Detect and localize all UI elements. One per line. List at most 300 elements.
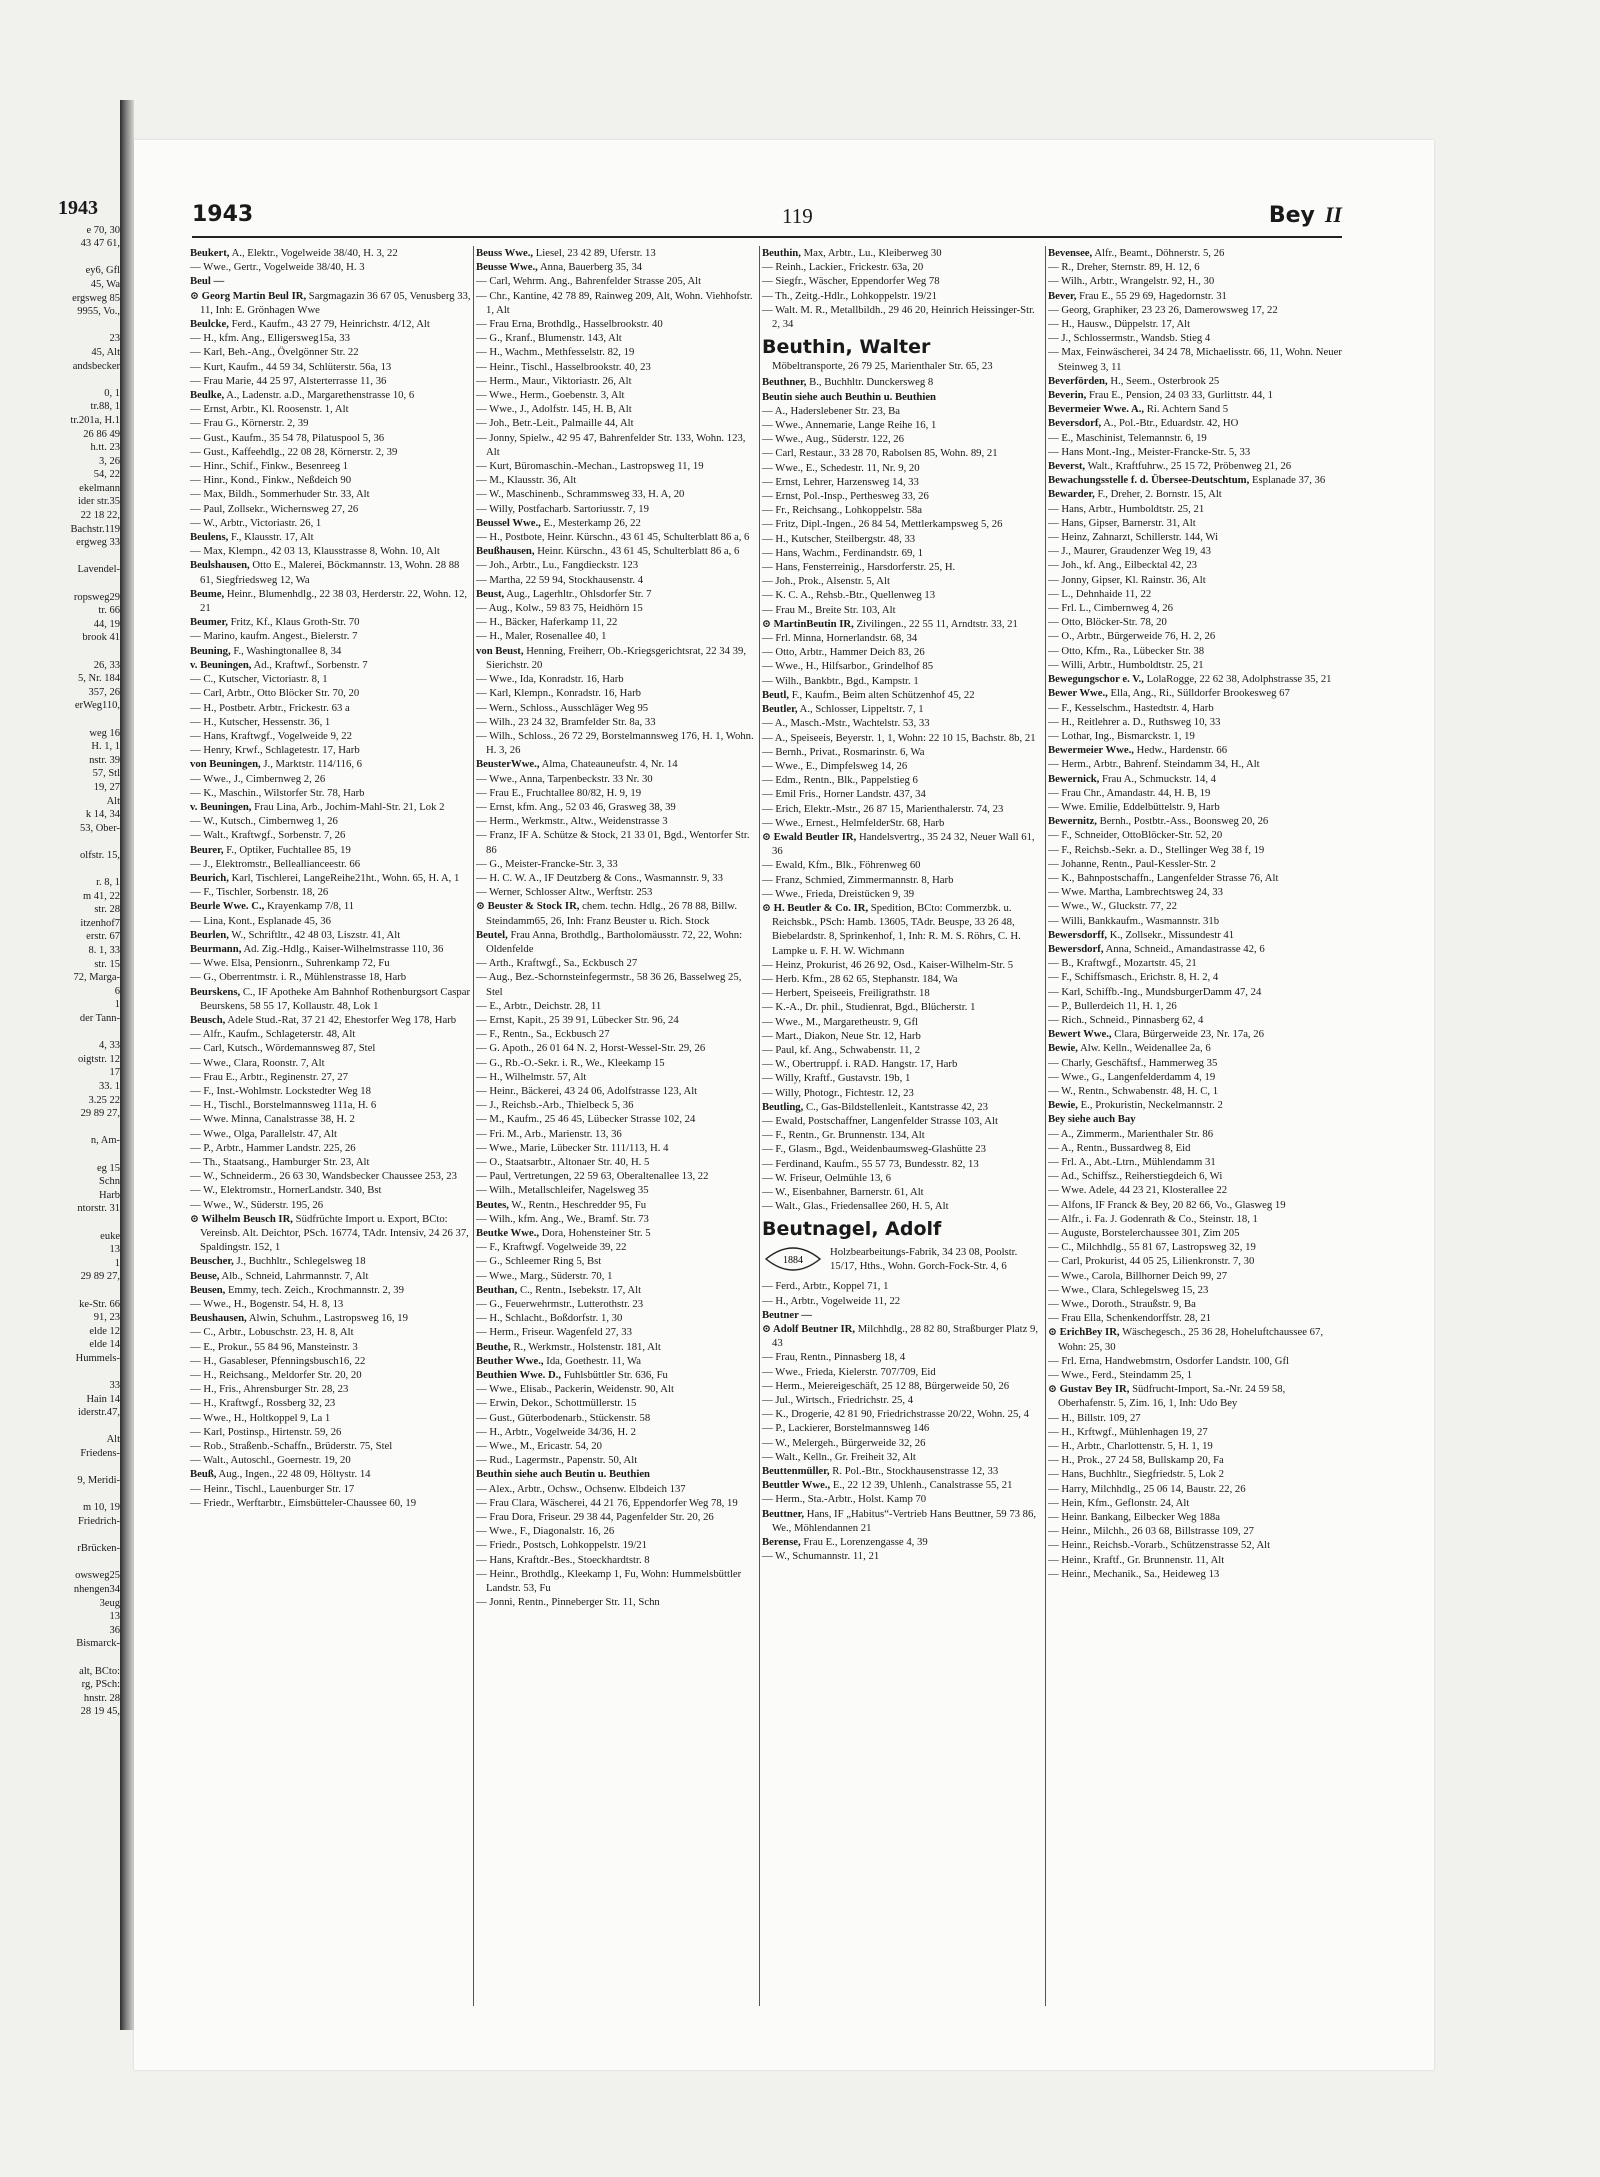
directory-entry: — Wilh., Schloss., 26 72 29, Borstelmannsweg 176, H. 1, Wohn. H. 3, 26 xyxy=(476,729,754,757)
directory-entry: BeusterWwe., Alma, Chateauneufstr. 4, Nr. 14 xyxy=(476,758,678,771)
entry-surname: Beuthan, xyxy=(476,1283,518,1296)
previous-page-line: Alt xyxy=(106,1434,120,1446)
directory-entry: ⊙ Wilhelm Beusch IR, Südfrüchte Import u. Export, BCto: Vereinsb. Alt. Deichtor, PSch. 16774, TAdr. Intensiv, 24 26 37, Spaldingstr. 152, 1 xyxy=(190,1212,469,1254)
directory-entry: — Wilh., Bankbtr., Bgd., Kampstr. 1 xyxy=(762,674,919,687)
directory-entry: — A., Masch.-Mstr., Wachtelstr. 53, 33 xyxy=(762,717,930,730)
featured-entry-logo-row xyxy=(762,1243,1044,1275)
directory-entry: — Paul, kf. Ang., Schwabenstr. 11, 2 xyxy=(762,1043,921,1056)
directory-entry: — Wwe., H., Bogenstr. 54, H. 8, 13 xyxy=(190,1298,344,1311)
directory-entry: — Joh., kf. Ang., Eilbecktal 42, 23 xyxy=(1048,559,1198,572)
previous-page-line: 5, Nr. 184 xyxy=(78,673,120,685)
directory-entry: — H., Kraftwgf., Rossberg 32, 23 xyxy=(190,1397,336,1410)
previous-page-line xyxy=(58,1026,120,1040)
directory-entry: Bewersdorff, K., Zollsekr., Missundestr 41 xyxy=(1048,928,1235,941)
entry-surname: Beuß, xyxy=(190,1468,217,1481)
directory-entry: — Paul, Vertretungen, 22 59 63, Oberaltenallee 13, 22 xyxy=(476,1170,709,1183)
previous-page-line: 26, 33 xyxy=(93,659,120,671)
entry-surname: ⊙ Ewald Beutler IR, xyxy=(762,830,857,843)
directory-entry: — Rud., Lagermstr., Papenstr. 50, Alt xyxy=(476,1454,638,1467)
previous-page-line: 3eug xyxy=(99,1597,120,1609)
directory-entry: — Hans Mont.-Ing., Meister-Francke-Str. 5, 33 xyxy=(1048,445,1251,458)
directory-entry: — C., Kutscher, Victoriastr. 8, 1 xyxy=(190,673,328,686)
directory-entry: — H., Kutscher, Steilbergstr. 48, 33 xyxy=(762,532,916,545)
directory-entry: — L., Dehnhaide 11, 22 xyxy=(1048,587,1152,600)
entry-surname: Beurer, xyxy=(190,843,224,856)
directory-entry: — R., Dreher, Sternstr. 89, H. 12, 6 xyxy=(1048,261,1200,274)
directory-entry: — Wilh., Metallschleifer, Nagelsweg 35 xyxy=(476,1184,649,1197)
previous-page-line: tr.201a, H.1 xyxy=(70,414,120,426)
directory-entry: — Hans, Wachm., Ferdinandstr. 69, 1 xyxy=(762,546,924,559)
directory-entry: — Wwe., Ida, Konradstr. 16, Harb xyxy=(476,673,624,686)
directory-entry: — Hein, Kfm., Geflonstr. 24, Alt xyxy=(1048,1496,1190,1509)
entry-surname: Beul — xyxy=(190,275,225,288)
directory-entry: — Ernst, Pol.-Insp., Perthesweg 33, 26 xyxy=(762,490,929,503)
entry-surname: Beuttner, xyxy=(762,1507,805,1520)
entry-surname: Berense, xyxy=(762,1536,801,1549)
directory-entry: — Emil Fris., Horner Landstr. 437, 34 xyxy=(762,788,926,801)
directory-entry: — Frau Dora, Friseur. 29 38 44, Pagenfelder Str. 20, 26 xyxy=(476,1511,714,1524)
entry-surname: Beumer, xyxy=(190,616,228,629)
directory-entry: — Ewald, Postschaffner, Langenfelder Strasse 103, Alt xyxy=(762,1114,998,1127)
entry-surname: Beuthin, xyxy=(762,247,801,259)
entry-surname: Bewer Wwe., xyxy=(1048,687,1108,700)
directory-entry: — K., Bahnpostschaffn., Langenfelder Strasse 76, Alt xyxy=(1048,871,1279,884)
entry-surname: Bewie, xyxy=(1048,1042,1078,1055)
directory-entry: — Ferd., Arbtr., Koppel 71, 1 xyxy=(762,1280,889,1293)
directory-entry: — H., Arbtr., Charlottenstr. 5, H. 1, 19 xyxy=(1048,1440,1213,1453)
directory-entry: — Wwe., Marie, Lübecker Str. 111/113, H. 4 xyxy=(476,1141,669,1154)
entry-surname: Bewarder, xyxy=(1048,488,1095,501)
previous-page-line: 28 19 45, xyxy=(80,1706,120,1718)
entry-surname: von Beust, xyxy=(476,644,524,657)
directory-entry: Beuttenmüller, R. Pol.-Btr., Stockhausenstrasse 12, 33 xyxy=(762,1465,999,1478)
directory-entry: — H., Postbote, Heinr. Kürschn., 43 61 45, Schulterblatt 86 a, 6 xyxy=(476,531,750,544)
directory-entry: — Wwe., Clara, Schlegelsweg 15, 23 xyxy=(1048,1283,1209,1296)
directory-entry: — Hans, Fensterreinig., Harsdorferstr. 25, H. xyxy=(762,561,956,574)
previous-page-line: nhengen34 xyxy=(73,1583,120,1595)
directory-entry: — Wwe., F., Diagonalstr. 16, 26 xyxy=(476,1525,615,1538)
entry-surname: Bewert Wwe., xyxy=(1048,1028,1112,1041)
directory-entry: — Max, Bildh., Sommerhuder Str. 33, Alt xyxy=(190,488,370,501)
previous-page-line xyxy=(58,1121,120,1135)
entry-surname: Beutes, xyxy=(476,1198,509,1211)
column-3-entries-bottom xyxy=(762,1279,1044,1563)
directory-entry: Bever, Frau E., 55 29 69, Hagedornstr. 31 xyxy=(1048,289,1227,302)
previous-page-line: 91, 23 xyxy=(93,1312,120,1324)
directory-entry: — Karl, Postinsp., Hirtenstr. 59, 26 xyxy=(190,1425,342,1438)
directory-entry: ⊙ Ewald Beutler IR, Handelsvertrg., 35 24 32, Neuer Wall 61, 36 xyxy=(762,830,1035,858)
directory-entry: — Frl. A., Abt.-Ltrn., Mühlendamm 31 xyxy=(1048,1156,1216,1168)
directory-entry: — H. C. W. A., IF Deutzberg & Cons., Wasmannstr. 9, 33 xyxy=(476,871,723,884)
entry-surname: Beurskens, xyxy=(190,985,241,998)
directory-entry: — Karl, Beh.-Ang., Övelgönner Str. 22 xyxy=(190,346,359,359)
directory-entry: — Auguste, Borstelerchaussee 301, Zim 205 xyxy=(1048,1227,1240,1240)
directory-entry: — Rob., Straßenb.-Schaffn., Brüderstr. 75, Stel xyxy=(190,1440,393,1453)
directory-entry: — Wwe., W., Gluckstr. 77, 22 xyxy=(1048,900,1177,913)
directory-entry: — H., Prok., 27 24 58, Bullskamp 20, Fa xyxy=(1048,1454,1224,1467)
page-number: 119 xyxy=(782,204,813,228)
directory-entry: Beuscher, J., Buchhltr., Schlegelsweg 18 xyxy=(190,1255,366,1268)
entry-surname: Bewersdorf, xyxy=(1048,942,1104,955)
featured-entry-details: Möbeltransporte, 26 79 25, Marienthaler Str. 65, 23 xyxy=(772,360,993,373)
directory-entry: — Alfr., i. Fa. J. Godenrath & Co., Steinstr. 18, 1 xyxy=(1048,1212,1258,1225)
directory-entry: — Wwe., H., Hilfsarbor., Grindelhof 85 xyxy=(762,660,934,673)
directory-entry: — Herm., Friseur. Wagenfeld 27, 33 xyxy=(476,1326,632,1339)
directory-entry: — O., Arbtr., Bürgerweide 76, H. 2, 26 xyxy=(1048,630,1216,643)
directory-entry: — Walt., Kelln., Gr. Freiheit 32, Alt xyxy=(762,1450,916,1463)
previous-page-line: 8. 1, 33 xyxy=(88,945,120,957)
column-divider xyxy=(473,246,474,2006)
directory-entry: — F., Rentn., Gr. Brunnenstr. 134, Alt xyxy=(762,1129,925,1142)
directory-entry: — H., Schlacht., Boßdorfstr. 1, 30 xyxy=(476,1312,623,1325)
previous-page-line: 43 47 61, xyxy=(80,238,120,250)
directory-entry: — K. C. A., Rehsb.-Btr., Quellenweg 13 xyxy=(762,589,936,602)
previous-page-line: Lavendel- xyxy=(77,564,120,576)
directory-entry: — Carl, Restaur., 33 28 70, Rabolsen 85, Wohn. 89, 21 xyxy=(762,447,998,460)
previous-page-line: Hain 14 xyxy=(86,1393,120,1405)
entry-surname: Beuscher, xyxy=(190,1255,234,1268)
directory-entry: — H., Wilhelmstr. 57, Alt xyxy=(476,1070,587,1083)
previous-page-line: 9, Meridi- xyxy=(77,1475,120,1487)
directory-entry: Bewie, Alw. Kelln., Weidenallee 2a, 6 xyxy=(1048,1042,1211,1055)
previous-page-line xyxy=(58,1365,120,1379)
column-1 xyxy=(190,246,472,2016)
directory-entry: — Werner, Schlosser Altw., Werftstr. 253 xyxy=(476,886,653,899)
directory-entry: — W., Obertruppf. i. RAD. Hangstr. 17, Harb xyxy=(762,1058,958,1071)
directory-entry: Beulens, F., Klausstr. 17, Alt xyxy=(190,531,314,544)
page-year: 1943 xyxy=(192,202,254,227)
previous-page-line: 3.25 22 xyxy=(88,1094,120,1106)
entry-surname: Bewernitz, xyxy=(1048,815,1097,828)
directory-entry: Beuttler Wwe., E., 22 12 39, Uhlenh., Canalstrasse 55, 21 xyxy=(762,1479,1013,1492)
directory-entry: — Charly, Geschäftsf., Hammerweg 35 xyxy=(1048,1056,1218,1069)
entry-surname: Beussel Wwe., xyxy=(476,516,541,529)
directory-entry: — W., Eisenbahner, Barnerstr. 61, Alt xyxy=(762,1186,924,1198)
directory-entry: — G., Feuerwehrmstr., Lutterothstr. 23 xyxy=(476,1298,644,1311)
directory-entry: — Frau Erna, Brothdlg., Hasselbrookstr. 40 xyxy=(476,318,663,331)
previous-page-line: andsbecker xyxy=(72,360,120,372)
directory-entry: — Ernst, Kapit., 25 39 91, Lübecker Str. 96, 24 xyxy=(476,1013,679,1026)
directory-entry: — Ferdinand, Kaufm., 55 57 73, Bundesstr. 82, 13 xyxy=(762,1157,979,1170)
directory-entry: — F., Rentn., Sa., Eckbusch 27 xyxy=(476,1028,610,1041)
directory-entry: Beuß, Aug., Ingen., 22 48 09, Höltystr. 14 xyxy=(190,1468,371,1481)
directory-entry: — Heinr., Bäckerei, 43 24 06, Adolfstrasse 123, Alt xyxy=(476,1084,698,1097)
directory-entry: — Henry, Krwf., Schlagetestr. 17, Harb xyxy=(190,744,360,757)
directory-entry: — Lothar, Ing., Bismarckstr. 1, 19 xyxy=(1048,729,1195,742)
directory-entry: — Willy, Photogr., Fichtestr. 12, 23 xyxy=(762,1086,914,1099)
directory-entry: Beußhausen, Heinr. Kürschn., 43 61 45, Schulterblatt 86 a, 6 xyxy=(476,545,740,558)
directory-entry: Beuss Wwe., Liesel, 23 42 89, Uferstr. 13 xyxy=(476,247,656,259)
entry-surname: Bewegungschor e. V., xyxy=(1048,673,1144,686)
directory-entry: — Walt., Glas., Friedensallee 260, H. 5, Alt xyxy=(762,1200,949,1213)
directory-entry: — Carl, Kutsch., Wördemannsweg 87, Stel xyxy=(190,1042,376,1055)
directory-entry: Beulshausen, Otto E., Malerei, Böckmannstr. 13, Wohn. 28 88 61, Siegfriedsweg 12, Wa xyxy=(190,559,460,586)
directory-entry: — Th., Staatsang., Hamburger Str. 23, Alt xyxy=(190,1156,370,1168)
directory-entry: — Georg, Graphiker, 23 23 26, Damerowsweg 17, 22 xyxy=(1048,303,1278,316)
directory-entry: — Otto, Arbtr., Hammer Deich 83, 26 xyxy=(762,646,925,659)
directory-entry: — G., Schleemer Ring 5, Bst xyxy=(476,1255,602,1268)
previous-page-line: erWeg110, xyxy=(74,700,120,712)
directory-entry: — K., Maschin., Wilstorfer Str. 78, Harb xyxy=(190,786,365,799)
directory-entry: — H., Krftwgf., Mühlenhagen 19, 27 xyxy=(1048,1425,1208,1438)
previous-page-line xyxy=(58,1556,120,1570)
entry-surname: Beuss Wwe., xyxy=(476,247,534,259)
entry-surname: Beurle Wwe. C., xyxy=(190,900,265,913)
directory-entry: — Heinr., Kraftf., Gr. Brunnenstr. 11, Alt xyxy=(1048,1553,1225,1566)
directory-entry: — Hans, Buchhltr., Siegfriedstr. 5, Lok 2 xyxy=(1048,1468,1225,1481)
previous-page-line: 33. 1 xyxy=(99,1081,120,1092)
previous-page-header: 1943 xyxy=(58,197,98,219)
directory-entry: Beutl, F., Kaufm., Beim alten Schützenhof 45, 22 xyxy=(762,688,975,701)
previous-page-line: der Tann- xyxy=(79,1013,120,1025)
entry-surname: ⊙ Adolf Beutner IR, xyxy=(762,1323,856,1336)
entry-surname: Beulshausen, xyxy=(190,559,250,572)
entry-surname: ⊙ Gustav Bey IR, xyxy=(1048,1383,1130,1396)
column-divider xyxy=(1045,246,1046,2006)
directory-entry: — Heinz, Zahnarzt, Schillerstr. 144, Wi xyxy=(1048,531,1219,544)
column-4 xyxy=(1048,246,1344,2016)
directory-entry: — H., Kutscher, Hessenstr. 36, 1 xyxy=(190,715,331,728)
entry-surname: v. Beuningen, xyxy=(190,800,252,813)
column-2 xyxy=(476,246,758,2016)
directory-entry: Beuthner, B., Buchhltr. Dunckersweg 8 xyxy=(762,376,934,389)
directory-entry: — Hans, Kraftdr.-Bes., Stoeckhardtstr. 8 xyxy=(476,1553,650,1566)
directory-entry: — H., Hausw., Düppelstr. 17, Alt xyxy=(1048,318,1191,331)
directory-entry: Bewie, E., Prokuristin, Neckelmannstr. 2 xyxy=(1048,1099,1223,1112)
directory-entry: — Otto, Kfm., Ra., Lübecker Str. 38 xyxy=(1048,644,1205,657)
entry-surname: Bevermeier Wwe. A., xyxy=(1048,403,1145,416)
directory-entry: — K., Drogerie, 42 81 90, Friedrichstrasse 20/22, Wohn. 25, 4 xyxy=(762,1408,1029,1421)
entry-surname: Bewie, xyxy=(1048,1099,1078,1112)
directory-entry: — Frl. L., Cimbernweg 4, 26 xyxy=(1048,602,1173,615)
directory-entry: — Hans, Gipser, Barnerstr. 31, Alt xyxy=(1048,516,1196,529)
directory-entry: — Wwe., M., Margaretheustr. 9, Gfl xyxy=(762,1015,919,1028)
directory-entry: — E., Maschinist, Telemannstr. 6, 19 xyxy=(1048,431,1207,444)
directory-entry: — Wwe., Gertr., Vogelweide 38/40, H. 3 xyxy=(190,261,365,274)
previous-page-line: 72, Marga- xyxy=(73,972,120,984)
directory-entry: Beuther Wwe., Ida, Goethestr. 11, Wa xyxy=(476,1354,641,1367)
directory-entry: — Wwe., Clara, Roonstr. 7, Alt xyxy=(190,1056,325,1069)
directory-entry: — H., Maler, Rosenallee 40, 1 xyxy=(476,630,607,643)
directory-entry: — P., Bullerdeich 11, H. 1, 26 xyxy=(1048,999,1177,1012)
directory-entry: — Martha, 22 59 94, Stockhausenstr. 4 xyxy=(476,573,644,586)
directory-entry: — Heinr., Milchh., 26 03 68, Billstrasse 109, 27 xyxy=(1048,1525,1255,1538)
directory-entry: Beumer, Fritz, Kf., Klaus Groth-Str. 70 xyxy=(190,616,360,629)
directory-entry: — Max, Feinwäscherei, 34 24 78, Michaelisstr. 66, 11, Wohn. Neuer Steinweg 3, 11 xyxy=(1048,346,1342,373)
directory-entry xyxy=(1048,1112,1344,1126)
column-3-entries-top xyxy=(762,246,1044,331)
previous-page-line: H. 1, 1 xyxy=(91,741,120,753)
directory-entry: Beutke Wwe., Dora, Hohensteiner Str. 5 xyxy=(476,1227,651,1240)
previous-page-line: e 70, 30 xyxy=(86,224,120,236)
range-word: Bey xyxy=(1268,203,1315,228)
directory-entry: Beurlen, W., Schriftltr., 42 48 03, Liszstr. 41, Alt xyxy=(190,928,401,941)
directory-entry: Beuning, F., Washingtonallee 8, 34 xyxy=(190,644,342,657)
directory-entry: — Fri. M., Arb., Marienstr. 13, 36 xyxy=(476,1127,622,1140)
entry-surname: Beume, xyxy=(190,587,225,600)
directory-entry: Bewersdorf, Anna, Schneid., Amandastrasse 42, 6 xyxy=(1048,942,1265,955)
directory-entry: Bewachungsstelle f. d. Übersee-Deutschtum, Esplanade 37, 36 xyxy=(1048,474,1326,487)
directory-entry: — Marino, kaufm. Angest., Bielerstr. 7 xyxy=(190,630,358,643)
directory-entry: — A., Rentn., Bussardweg 8, Eid xyxy=(1048,1141,1191,1154)
previous-page-line: eg 15 xyxy=(96,1162,120,1174)
directory-entry: Bevensee, Alfr., Beamt., Döhnerstr. 5, 26 xyxy=(1048,247,1225,259)
directory-entry: Beusen, Emmy, tech. Zeich., Krochmannstr. 2, 39 xyxy=(190,1283,404,1296)
previous-page-line: 13 xyxy=(109,1244,120,1256)
featured-entry-name-2: Beutnagel, Adolf xyxy=(762,1218,942,1241)
previous-page-line: k 14, 34 xyxy=(85,809,120,821)
entry-surname: v. Beuningen, xyxy=(190,658,252,671)
previous-page-line xyxy=(58,645,120,659)
entry-surname: Bever, xyxy=(1048,289,1077,302)
directory-entry: — J., Maurer, Graudenzer Weg 19, 43 xyxy=(1048,545,1211,558)
directory-entry: — Carl, Wehrm. Ang., Bahrenfelder Strasse 205, Alt xyxy=(476,275,702,288)
directory-entry: — F., Reichsb.-Sekr. a. D., Stellinger Weg 38 f, 19 xyxy=(1048,843,1265,856)
directory-entry: — Walt., Autoschl., Goernestr. 19, 20 xyxy=(190,1454,351,1467)
previous-page-line: Friedrich- xyxy=(78,1516,120,1527)
directory-entry: ⊙ MartinBeutin IR, Zivilingen., 22 55 11, Arndtstr. 33, 21 xyxy=(762,617,1018,630)
directory-entry: — Wwe., Aug., Süderstr. 122, 26 xyxy=(762,433,904,446)
directory-entry: — Carl, Arbtr., Otto Blöcker Str. 70, 20 xyxy=(190,687,360,700)
directory-entry: — Rich., Schneid., Pinnasberg 62, 4 xyxy=(1048,1013,1204,1026)
column-divider xyxy=(759,246,760,2006)
directory-entry: — Herm., Meiereigeschäft, 25 12 88, Bürgerweide 50, 26 xyxy=(762,1379,1010,1392)
directory-entry: — Alfr., Kaufm., Schlageterstr. 48, Alt xyxy=(190,1028,356,1041)
directory-entry: — Karl, Klempn., Konradstr. 16, Harb xyxy=(476,687,642,700)
entry-surname: Bewersdorff, xyxy=(1048,928,1108,941)
previous-page-line: ergweg 33 xyxy=(76,537,120,549)
previous-page-line: r. 8, 1 xyxy=(96,877,120,889)
directory-entry: — Willi, Arbtr., Humboldtstr. 25, 21 xyxy=(1048,658,1204,671)
previous-page-line: 44, 19 xyxy=(93,618,120,630)
directory-entry: — Jonny, Gipser, Kl. Rainstr. 36, Alt xyxy=(1048,573,1206,586)
entry-surname: ⊙ Georg Martin Beul IR, xyxy=(190,289,307,302)
directory-entry: — Bernh., Privat., Rosmarinstr. 6, Wa xyxy=(762,745,925,758)
previous-page-line: 29 89 27, xyxy=(80,1108,120,1120)
previous-page-line xyxy=(58,1529,120,1543)
previous-page-line: ey6, Gfl xyxy=(85,265,120,277)
directory-entry: — M., Klausstr. 36, Alt xyxy=(476,474,577,487)
directory-entry xyxy=(762,390,1044,404)
previous-page-line: ergsweg 85 xyxy=(72,292,120,304)
previous-page-line: str. 15 xyxy=(94,958,120,970)
directory-entry: — Mart., Diakon, Neue Str. 12, Harb xyxy=(762,1029,921,1042)
directory-entry: — Kurt, Kaufm., 44 59 34, Schlüterstr. 56a, 13 xyxy=(190,360,392,373)
previous-page-line xyxy=(58,1651,120,1665)
directory-entry: — J., Schlossermstr., Wandsb. Stieg 4 xyxy=(1048,332,1211,345)
entry-surname: Beurmann, xyxy=(190,942,242,955)
entry-surname: Beusse Wwe., xyxy=(476,261,538,274)
directory-entry: — Wwe., J., Adolfstr. 145, H. B, Alt xyxy=(476,403,632,416)
previous-page-line: m 41, 22 xyxy=(82,890,120,902)
previous-page-line: euke xyxy=(100,1230,120,1242)
directory-entry: — Aug., Bez.-Schornsteinfegermstr., 58 36 26, Basselweg 25, Stel xyxy=(476,971,742,998)
directory-entry: ⊙ Adolf Beutner IR, Milchhdlg., 28 82 80, Straßburger Platz 9, 43 xyxy=(762,1323,1039,1350)
directory-entry: Beuthin, Max, Arbtr., Lu., Kleiberweg 30 xyxy=(762,247,942,259)
previous-page-line xyxy=(58,1148,120,1162)
directory-entry: — Wwe., W., Süderstr. 195, 26 xyxy=(190,1198,324,1211)
entry-surname: Bevensee, xyxy=(1048,247,1093,259)
previous-page-line: Schn xyxy=(99,1176,120,1188)
entry-surname: Beutner — xyxy=(762,1308,812,1321)
directory-entry: Beust, Aug., Lagerhltr., Ohlsdorfer Str. 7 xyxy=(476,587,652,600)
previous-page-line xyxy=(58,1216,120,1230)
directory-entry: — Wilh., 23 24 32, Bramfelder Str. 8a, 33 xyxy=(476,715,656,728)
directory-entry: — Franz, Schmied, Zimmermannstr. 8, Harb xyxy=(762,873,954,886)
directory-entry: — Willy, Kraftf., Gustavstr. 19b, 1 xyxy=(762,1072,911,1085)
directory-entry: — Heinr., Brothdlg., Kleekamp 1, Fu, Wohn: Hummelsbüttler Landstr. 53, Fu xyxy=(476,1567,742,1595)
previous-page-line: m 10, 19 xyxy=(82,1502,120,1514)
directory-entry: — Kurt, Büromaschin.-Mechan., Lastropsweg 11, 19 xyxy=(476,460,704,473)
directory-entry: — Frau Marie, 44 25 97, Alsterterrasse 11, 36 xyxy=(190,374,387,387)
entry-surname: Beverst, xyxy=(1048,460,1086,473)
previous-page-line: 1 xyxy=(114,999,120,1011)
directory-entry: — W., Rentn., Schwabenstr. 48, H. C, 1 xyxy=(1048,1084,1219,1097)
directory-entry: Bewegungschor e. V., LolaRogge, 22 62 38, Adolphstrasse 35, 21 xyxy=(1048,673,1332,686)
directory-entry: Berense, Frau E., Lorenzengasse 4, 39 xyxy=(762,1536,928,1549)
page-header xyxy=(192,202,1342,236)
directory-entry: — Alfons, IF Franck & Bey, 20 82 66, Vo., Glasweg 19 xyxy=(1048,1198,1286,1211)
directory-entry: — Paul, Zollsekr., Wichernsweg 27, 26 xyxy=(190,502,359,515)
entry-surname: Beuthien Wwe. D., xyxy=(476,1369,562,1382)
directory-entry: — Ernst, Lehrer, Harzensweg 14, 33 xyxy=(762,475,919,488)
directory-entry: — Max, Klempn., 42 03 13, Klausstrasse 8, Wohn. 10, Alt xyxy=(190,545,440,558)
directory-entry: Bewert Wwe., Clara, Bürgerweide 23, Nr. 17a, 26 xyxy=(1048,1028,1264,1041)
entry-surname: Beulens, xyxy=(190,531,229,544)
directory-entry: — J., Elektromstr., Belleallianceestr. 66 xyxy=(190,857,361,870)
directory-entry: — F., Tischler, Sorbenstr. 18, 26 xyxy=(190,886,329,899)
directory-entry: ⊙ Beuster & Stock IR, chem. techn. Hdlg., 26 78 88, Billw. Steindamm65, 26, Inh: Franz Beuster u. Rich. Stock xyxy=(476,900,737,927)
directory-entry: — Carl, Prokurist, 44 05 25, Lilienkronstr. 7, 30 xyxy=(1048,1255,1255,1268)
previous-page-line: 9955, Vo., xyxy=(77,306,120,318)
entry-surname: Beusch, xyxy=(190,1013,226,1026)
directory-entry: — E., Prokur., 55 84 96, Mansteinstr. 3 xyxy=(190,1340,358,1353)
entry-surname: BeusterWwe., xyxy=(476,758,540,771)
directory-entry: — Wwe. Adele, 44 23 21, Klosterallee 22 xyxy=(1048,1184,1228,1197)
entry-surname: Beutin siehe auch Beuthin u. Beuthien xyxy=(762,390,937,403)
directory-entry: — H., Billstr. 109, 27 xyxy=(1048,1411,1141,1424)
directory-entry: — Hinr., Kond., Finkw., Neßdeich 90 xyxy=(190,474,352,487)
directory-entry: Beuthien Wwe. D., Fuhlsbüttler Str. 636, Fu xyxy=(476,1369,668,1382)
directory-entry: Beutling, C., Gas-Bildstellenleit., Kantstrasse 42, 23 xyxy=(762,1100,988,1113)
directory-entry: — Jonny, Spielw., 42 95 47, Bahrenfelder Str. 133, Wohn. 123, Alt xyxy=(476,431,746,458)
previous-page-line: oigtstr. 12 xyxy=(77,1053,120,1065)
directory-entry: — H., Arbtr., Vogelweide 34/36, H. 2 xyxy=(476,1425,636,1438)
directory-entry: — A., Zimmerm., Marienthaler Str. 86 xyxy=(1048,1127,1214,1140)
page-name-range xyxy=(1269,202,1342,228)
directory-entry: — Frau Ella, Schenkendorffstr. 28, 21 xyxy=(1048,1312,1212,1325)
entry-surname: Bey siehe auch Bay xyxy=(1048,1113,1136,1126)
directory-entry: — A., Speiseeis, Beyerstr. 1, 1, Wohn: 22 10 15, Bachstr. 8b, 21 xyxy=(762,731,1036,744)
entry-surname: Beuthe, xyxy=(476,1340,511,1353)
entry-surname: Beukert, xyxy=(190,247,230,259)
directory-entry: — Frau M., Breite Str. 103, Alt xyxy=(762,603,896,616)
directory-entry: Bewernitz, Bernh., Postbtr.-Ass., Boonsweg 20, 26 xyxy=(1048,815,1269,828)
directory-entry: — A., Haderslebener Str. 23, Ba xyxy=(762,404,901,417)
directory-entry: Beversdorf, A., Pol.-Btr., Eduardstr. 42, HO xyxy=(1048,417,1239,430)
directory-entry: — Wwe., Herm., Goebenstr. 3, Alt xyxy=(476,389,625,402)
scan-margin xyxy=(0,0,58,2177)
directory-entry: — Wwe., E., Dimpfelsweg 14, 26 xyxy=(762,759,908,772)
directory-entry: — Hinr., Schif., Finkw., Besenreeg 1 xyxy=(190,460,349,473)
directory-entry: Beushausen, Alwin, Schuhm., Lastropsweg 16, 19 xyxy=(190,1312,408,1325)
directory-entry: — Erwin, Dekor., Schottmüllerstr. 15 xyxy=(476,1397,637,1410)
previous-page-line: str. 28 xyxy=(94,904,120,916)
header-rule xyxy=(192,236,1342,238)
directory-entry: ⊙ ErichBey IR, Wäschegesch., 25 36 28, Hoheluftchaussee 67, Wohn: 25, 30 xyxy=(1048,1326,1323,1353)
directory-entry: — F., Schneider, OttoBlöcker-Str. 52, 20 xyxy=(1048,829,1223,842)
directory-entry: Beuthan, C., Rentn., Isebekstr. 17, Alt xyxy=(476,1283,642,1296)
